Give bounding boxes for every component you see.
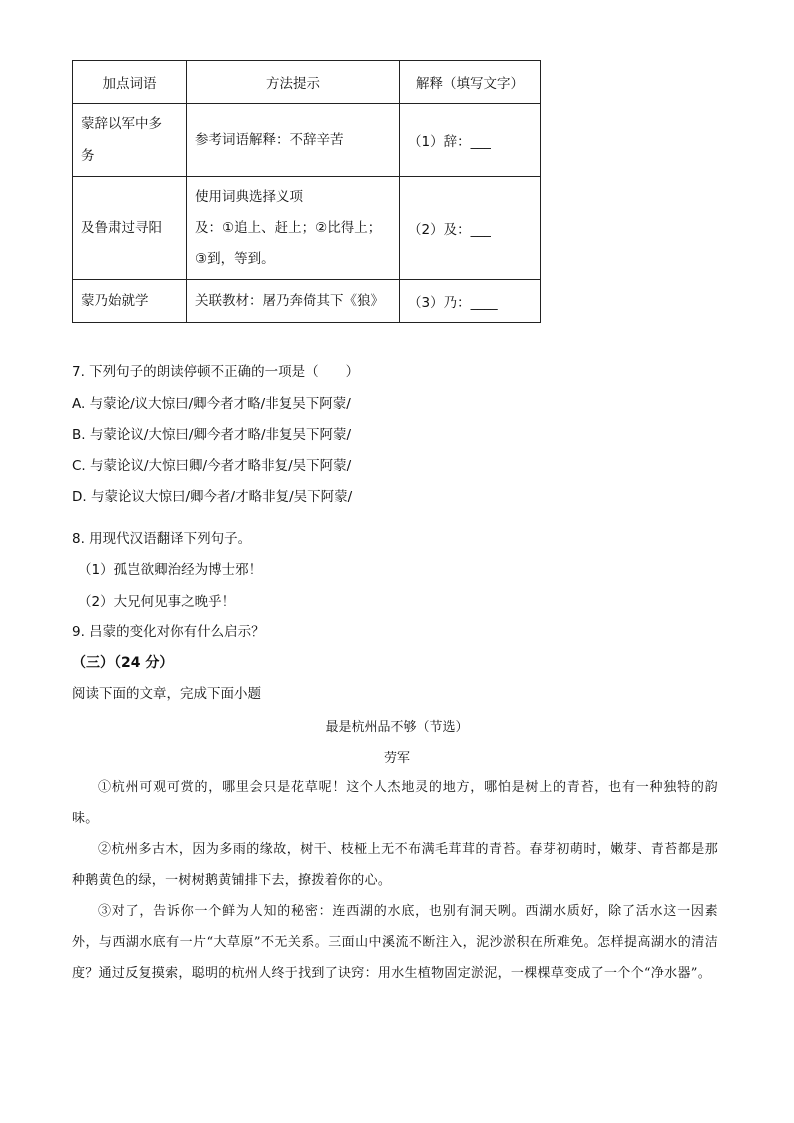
question-9-stem: 9. 吕蒙的变化对你有什么启示？ (72, 624, 265, 640)
word-text: 蒙乃始就学 (81, 293, 149, 309)
hint-text: 关联教材：屠乃奔倚其下《狼》 (195, 292, 384, 309)
hint-text: ③到，等到。 (195, 250, 275, 267)
question-7-option-a: A. 与蒙论/议大惊曰/卿今者才略/非复吴下阿蒙/ (72, 396, 351, 412)
table-header-row (73, 61, 541, 104)
word-cell (73, 177, 187, 280)
word-text: 务 (81, 148, 95, 164)
word-text: 及鲁肃过寻阳 (81, 220, 162, 236)
answer-cell: （1）辞：___ (400, 104, 541, 177)
section-instruction: 阅读下面的文章，完成下面小题 (72, 686, 261, 702)
question-8-item: （1）孤岂欲卿治经为博士邪！ (78, 562, 263, 578)
article-paragraph: ③对了，告诉你一个鲜为人知的秘密：连西湖的水底，也别有洞天咧。西湖水质好，除了活水这一因素外，与西湖水底有一片“大草原”不无关系。三面山中溪流不断注入，泥沙淤积在所难免。怎样提高湖水的清洁度？通过反复摸索，聪明的杭州人终于找到了诀窍：用水生植物固定淤泥，一棵棵草变成了一个个“净水器”。 (72, 904, 718, 981)
answer-cell: （2）及：___ (400, 177, 541, 280)
question-7-option-d: D. 与蒙论议大惊曰/卿今者/才略非复/吴下阿蒙/ (72, 489, 353, 505)
table-row (73, 280, 541, 323)
article-paragraph: ②杭州多古木，因为多雨的缘故，树干、枝桠上无不布满毛茸茸的青苔。春芽初萌时，嫩芽、青苔都是那种鹅黄色的绿，一树树鹅黄铺排下去，撩拨着你的心。 (72, 842, 718, 888)
hint-cell (187, 177, 400, 280)
question-8-stem: 8. 用现代汉语翻译下列句子。 (72, 531, 252, 547)
hint-text: 及：①追上、赶上；②比得上； (195, 219, 382, 236)
word-cell (73, 104, 187, 177)
table-row (73, 104, 541, 177)
hint-cell (187, 280, 400, 323)
article-title: 最是杭州品不够（节选） (325, 720, 469, 735)
word-cell (73, 280, 187, 323)
question-8-item: （2）大兄何见事之晚乎！ (78, 594, 236, 610)
word-text: 蒙辞以军中多 (81, 116, 162, 132)
question-7-stem: 7. 下列句子的朗读停顿不正确的一项是（ ） (72, 364, 360, 380)
answer-cell: （3）乃：____ (400, 280, 541, 323)
table-header-cell: 加点词语 (73, 61, 187, 104)
hint-text: 使用词典选择义项 (195, 188, 303, 205)
question-7-option-c: C. 与蒙论议/大惊曰卿/今者才略非复/吴下阿蒙/ (72, 458, 352, 474)
question-7-option-b: B. 与蒙论议/大惊曰/卿今者才略/非复吴下阿蒙/ (72, 427, 352, 443)
table-row (73, 177, 541, 280)
vocabulary-table (72, 60, 541, 323)
table-header-cell: 方法提示 (187, 61, 400, 104)
table-header-cell: 解释（填写文字） (400, 61, 541, 104)
hint-text: 参考词语解释：不辞辛苦 (195, 131, 344, 148)
article-paragraph: ①杭州可观可赏的，哪里会只是花草呢！这个人杰地灵的地方，哪怕是树上的青苔，也有一种独特的韵味。 (72, 780, 718, 826)
article-author: 劳军 (383, 751, 410, 766)
section-heading: （三）（24 分） (72, 655, 174, 671)
hint-cell (187, 104, 400, 177)
